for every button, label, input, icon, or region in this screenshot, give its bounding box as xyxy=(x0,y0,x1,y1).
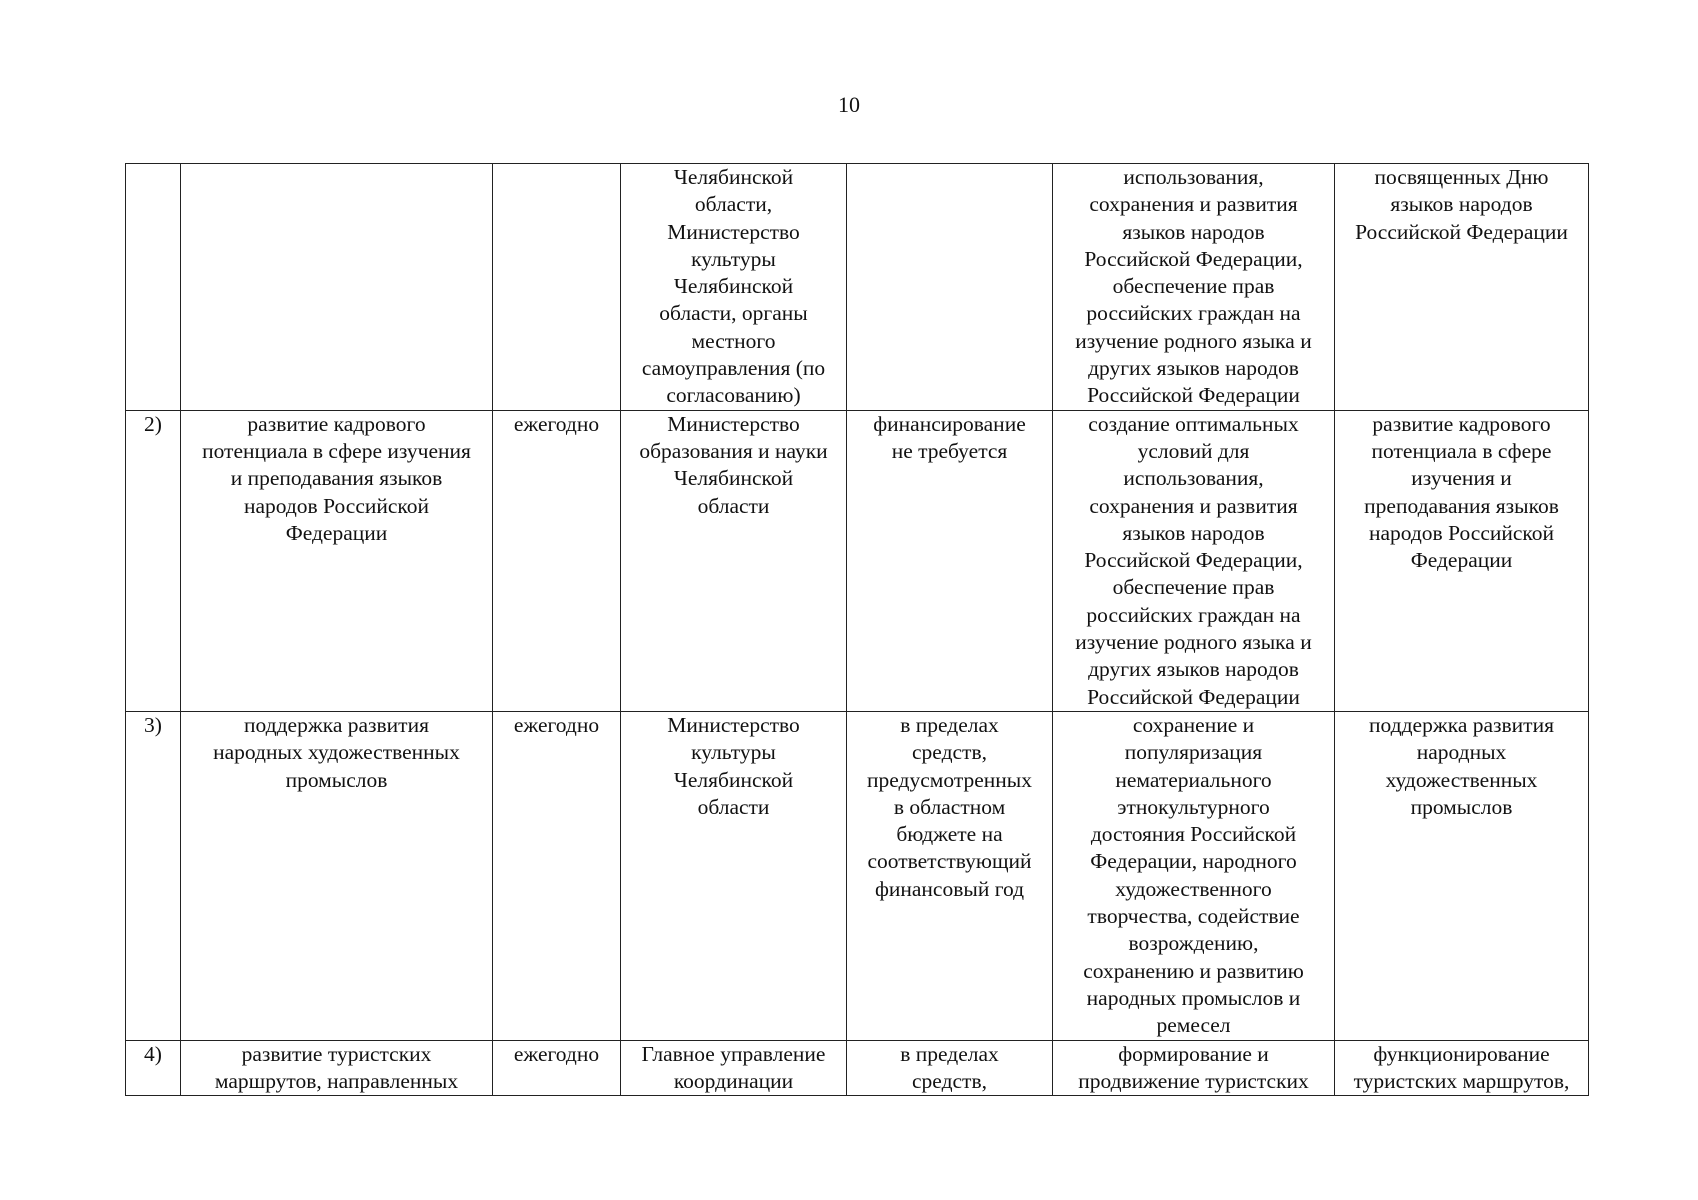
executor-cell: Челябинской области, Министерство культуры Челябинской области, органы местного самоуправления (по согласованию) xyxy=(621,164,847,411)
period-cell: ежегодно xyxy=(493,711,621,1040)
indicator-cell: функционирование туристских маршрутов, xyxy=(1335,1040,1589,1096)
row-number-cell xyxy=(126,164,181,411)
expected-result-cell: создание оптимальных условий для использования, сохранения и развития языков народов Российской Федерации, обеспечение прав российских граждан на изучение родного языка и других языков народов Российской Федерации xyxy=(1053,410,1335,711)
table-row xyxy=(126,711,1589,1040)
activity-cell: развитие кадрового потенциала в сфере изучения и преподавания языков народов Российской Федерации xyxy=(181,410,493,711)
row-number-cell: 3) xyxy=(126,711,181,1040)
indicator-cell: посвященных Дню языков народов Российской Федерации xyxy=(1335,164,1589,411)
page-number: 10 xyxy=(838,92,860,117)
indicator-cell: поддержка развития народных художественных промыслов xyxy=(1335,711,1589,1040)
row-number-cell: 4) xyxy=(126,1040,181,1096)
activity-cell: поддержка развития народных художественных промыслов xyxy=(181,711,493,1040)
period-cell xyxy=(493,164,621,411)
financing-cell xyxy=(847,164,1053,411)
financing-cell: в пределах средств, предусмотренных в областном бюджете на соответствующий финансовый год xyxy=(847,711,1053,1040)
period-cell: ежегодно xyxy=(493,410,621,711)
financing-cell: в пределах средств, xyxy=(847,1040,1053,1096)
period-cell: ежегодно xyxy=(493,1040,621,1096)
indicator-cell: развитие кадрового потенциала в сфере изучения и преподавания языков народов Российской Федерации xyxy=(1335,410,1589,711)
activity-cell: развитие туристских маршрутов, направленных xyxy=(181,1040,493,1096)
table-row xyxy=(126,164,1589,411)
executor-cell: Министерство образования и науки Челябинской области xyxy=(621,410,847,711)
table-row xyxy=(126,1040,1589,1096)
row-number-cell: 2) xyxy=(126,410,181,711)
table-row xyxy=(126,410,1589,711)
executor-cell: Главное управление координации xyxy=(621,1040,847,1096)
activity-cell xyxy=(181,164,493,411)
expected-result-cell: использования, сохранения и развития языков народов Российской Федерации, обеспечение прав российских граждан на изучение родного языка и других языков народов Российской Федерации xyxy=(1053,164,1335,411)
financing-cell: финансирование не требуется xyxy=(847,410,1053,711)
expected-result-cell: сохранение и популяризация нематериального этнокультурного достояния Российской Федерации, народного художественного творчества, содействие возрождению, сохранению и развитию народных промыслов и ремесел xyxy=(1053,711,1335,1040)
executor-cell: Министерство культуры Челябинской области xyxy=(621,711,847,1040)
plan-table xyxy=(125,163,1589,1096)
expected-result-cell: формирование и продвижение туристских xyxy=(1053,1040,1335,1096)
